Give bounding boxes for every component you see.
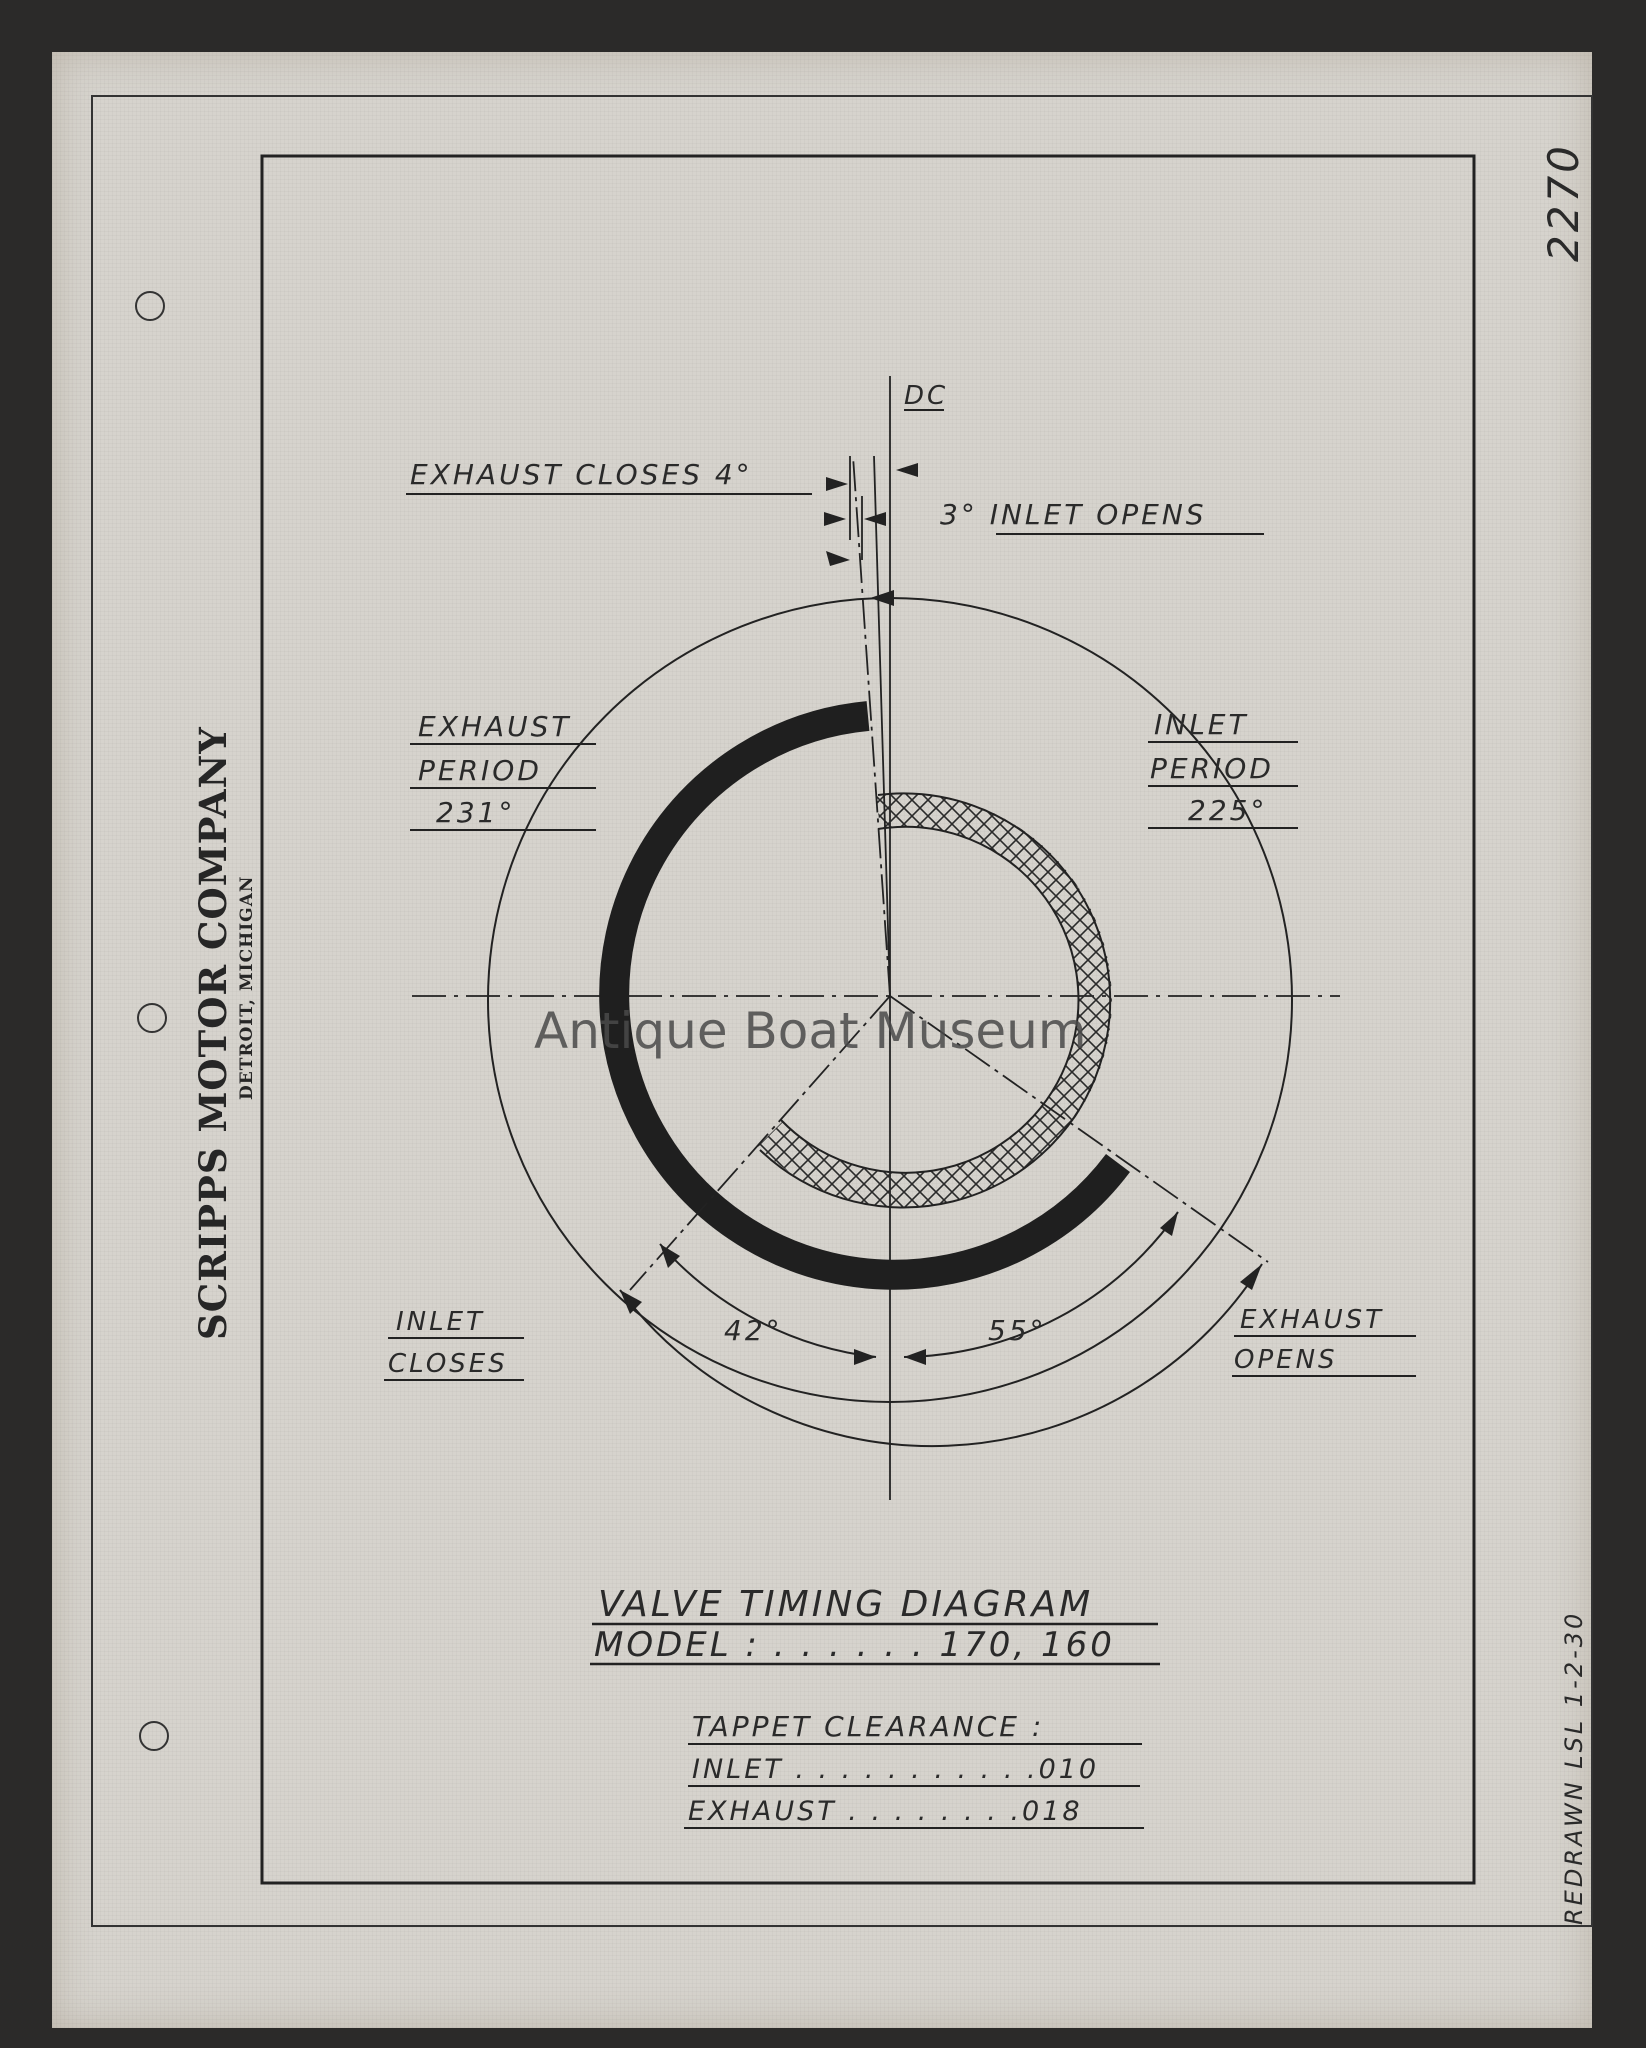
- inlet-period-degrees: 225°: [1188, 794, 1268, 827]
- dc-label: DC: [904, 381, 949, 411]
- exhaust-period-line1: EXHAUST: [418, 710, 572, 743]
- redrawn-note: REDRAWN LSL 1-2-30: [1560, 1610, 1588, 1925]
- arrow-55-left: [904, 1349, 926, 1365]
- binder-hole-middle: [138, 1004, 166, 1032]
- arrow-top-arc: [826, 551, 850, 566]
- arrow-exhaust-closes: [826, 477, 848, 491]
- angle-55-label: 55°: [988, 1314, 1047, 1347]
- arrow-exhaust-closes-right: [896, 463, 918, 477]
- inlet-period-line2: PERIOD: [1150, 752, 1274, 785]
- tappet-exhaust: EXHAUST . . . . . . . .018: [688, 1796, 1083, 1827]
- title-line2: MODEL : . . . . . . 170, 160: [594, 1625, 1115, 1665]
- inlet-opens-label: 3° INLET OPENS: [940, 498, 1207, 531]
- timing-diagram: [412, 376, 1340, 1500]
- arrow-42-right: [854, 1349, 876, 1365]
- binder-hole-bottom: [140, 1722, 168, 1750]
- tappet-heading: TAPPET CLEARANCE :: [692, 1710, 1045, 1743]
- exhaust-period-degrees: 231°: [436, 796, 516, 829]
- company-location: DETROIT, MICHIGAN: [237, 875, 257, 1100]
- inlet-closes-line2: CLOSES: [388, 1349, 508, 1379]
- watermark: Antique Boat Museum: [534, 1002, 1087, 1060]
- tappet-inlet: INLET . . . . . . . . . . .010: [692, 1754, 1100, 1785]
- title-line1: VALVE TIMING DIAGRAM: [598, 1584, 1094, 1625]
- inlet-period-arc: [770, 810, 1095, 1190]
- arrow-outer-right: [1240, 1264, 1262, 1290]
- exhaust-closes-label: EXHAUST CLOSES 4°: [410, 458, 753, 491]
- arrow-inlet-arc: [870, 590, 894, 606]
- inlet-period-line1: INLET: [1154, 708, 1249, 741]
- exhaust-period-line2: PERIOD: [418, 754, 542, 787]
- binder-hole-top: [136, 292, 164, 320]
- inlet-closes-line1: INLET: [396, 1307, 485, 1337]
- inlet-opens-line: [874, 456, 890, 996]
- company-name: SCRIPPS MOTOR COMPANY: [191, 726, 235, 1340]
- arrow-42-left: [660, 1244, 680, 1268]
- angle-42-label: 42°: [724, 1314, 783, 1347]
- exhaust-opens-line2: OPENS: [1234, 1345, 1338, 1375]
- arrow-inlet-opens-left: [824, 512, 846, 526]
- sheet-number: 2270: [1539, 143, 1588, 262]
- exhaust-opens-line1: EXHAUST: [1240, 1305, 1384, 1335]
